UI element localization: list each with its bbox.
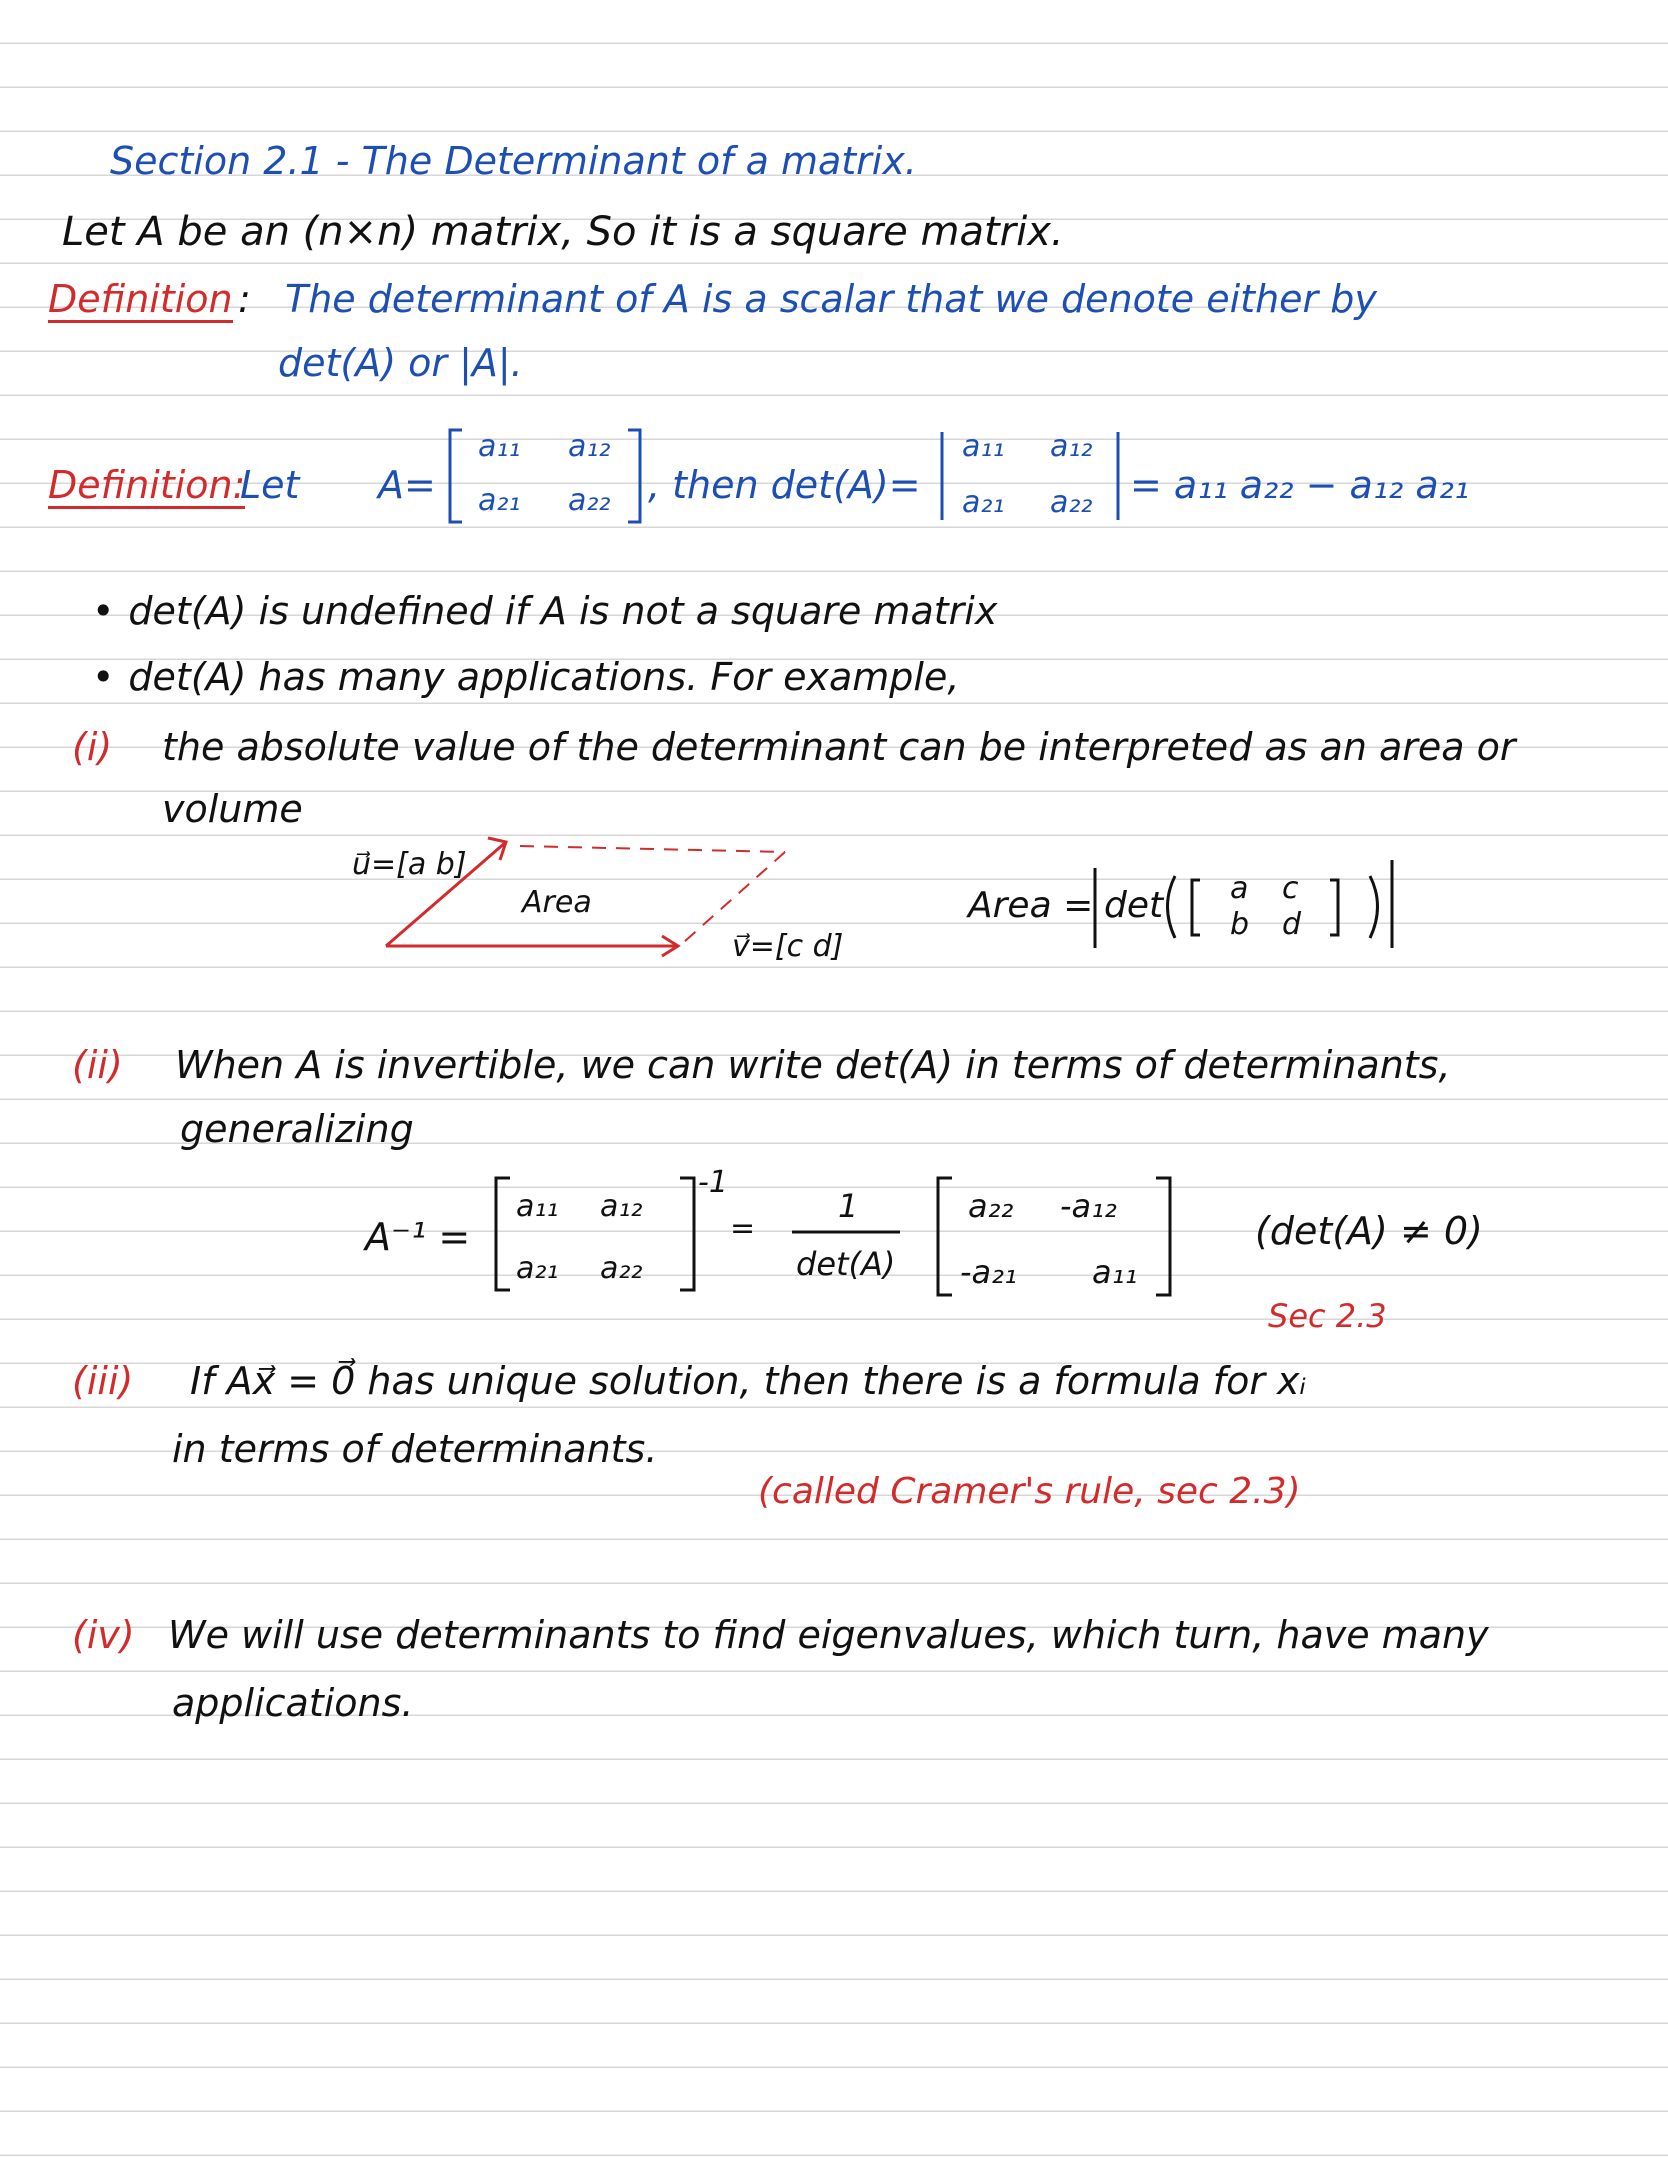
area-formula-lhs: Area =	[968, 885, 1094, 926]
area-mat-a: a	[1230, 871, 1249, 906]
matA-a22: a₂₂	[568, 483, 611, 518]
definition2-let: Let	[240, 463, 300, 507]
definition-text-1: The determinant of A is a scalar that we denote either by	[285, 277, 1377, 321]
inv-a21: a₂₁	[516, 1251, 559, 1286]
fraction-numerator: 1	[838, 1187, 859, 1225]
adj-a11: a₁₁	[1092, 1253, 1138, 1291]
inverse-exponent: -1	[698, 1165, 728, 1200]
item-iii-line1: If Ax⃗ = 0⃗ has unique solution, then there is a formula for xᵢ	[190, 1359, 1307, 1403]
inv-a12: a₁₂	[600, 1189, 643, 1224]
item-i-line2: volume	[162, 787, 303, 831]
definition-label: Definition	[48, 277, 233, 321]
item-iv-line2: applications.	[172, 1681, 414, 1725]
item-ii-line2: generalizing	[180, 1107, 414, 1151]
definition-text-2: det(A) or |A|.	[278, 341, 523, 385]
definition2-A-eq: A=	[378, 463, 436, 507]
cramers-rule-note: (called Cramer's rule, sec 2.3)	[758, 1471, 1301, 1512]
adj-a22: a₂₂	[968, 1187, 1014, 1225]
area-det: det	[1104, 885, 1164, 926]
item-iv-label: (iv)	[72, 1613, 135, 1657]
detA-a22: a₂₂	[1050, 485, 1093, 520]
area-mat-c: c	[1282, 871, 1299, 906]
inverse-equals: =	[730, 1211, 756, 1246]
item-i-label: (i)	[72, 725, 113, 769]
adj-neg-a21: -a₂₁	[960, 1253, 1017, 1291]
bullet-1: • det(A) is undefined if A is not a square matrix	[92, 589, 998, 633]
area-mat-b: b	[1230, 907, 1250, 942]
detA-a21: a₂₁	[962, 485, 1005, 520]
detA-a12: a₁₂	[1050, 429, 1093, 464]
intro-line: Let A be an (n×n) matrix, So it is a square matrix.	[62, 209, 1064, 255]
inverse-lhs: A⁻¹ =	[365, 1215, 471, 1259]
definition2-result: = a₁₁ a₂₂ − a₁₂ a₂₁	[1130, 463, 1470, 507]
dashed-top-edge	[520, 846, 785, 852]
adj-neg-a12: -a₁₂	[1060, 1187, 1117, 1225]
inv-a22: a₂₂	[600, 1251, 643, 1286]
item-i-line1: the absolute value of the determinant can be interpreted as an area or	[162, 725, 1516, 769]
matA-a21: a₂₁	[478, 483, 521, 518]
sec-2-3-ref: Sec 2.3	[1268, 1297, 1387, 1335]
item-ii-line1: When A is invertible, we can write det(A) in terms of determinants,	[175, 1043, 1451, 1087]
bullet-1-text: det(A) is undefined if A is not a square matrix	[128, 589, 998, 633]
detA-a11: a₁₁	[962, 429, 1005, 464]
item-iv-line1: We will use determinants to find eigenvalues, which turn, have many	[168, 1613, 1489, 1657]
definition2-then: , then det(A)=	[648, 463, 921, 507]
item-ii-label: (ii)	[72, 1043, 123, 1087]
item-iii-label: (iii)	[72, 1359, 134, 1403]
inverse-condition: (det(A) ≠ 0)	[1255, 1209, 1483, 1253]
matA-a11: a₁₁	[478, 429, 521, 464]
inv-a11: a₁₁	[516, 1189, 559, 1224]
definition-colon: :	[238, 277, 251, 321]
matA-a12: a₁₂	[568, 429, 611, 464]
fraction-denominator: det(A)	[796, 1245, 896, 1283]
section-title: Section 2.1 - The Determinant of a matrix.	[110, 139, 917, 183]
item-iii-line2: in terms of determinants.	[172, 1427, 658, 1471]
area-label: Area	[522, 885, 592, 920]
u-vector-label: u⃗=[a b]	[352, 847, 467, 882]
bullet-2-text: det(A) has many applications. For example,	[128, 655, 960, 699]
bullet-2: • det(A) has many applications. For example,	[92, 655, 960, 699]
area-mat-d: d	[1282, 907, 1302, 942]
v-vector-label: v⃗=[c d]	[732, 929, 844, 964]
definition2-label: Definition:	[48, 463, 246, 507]
